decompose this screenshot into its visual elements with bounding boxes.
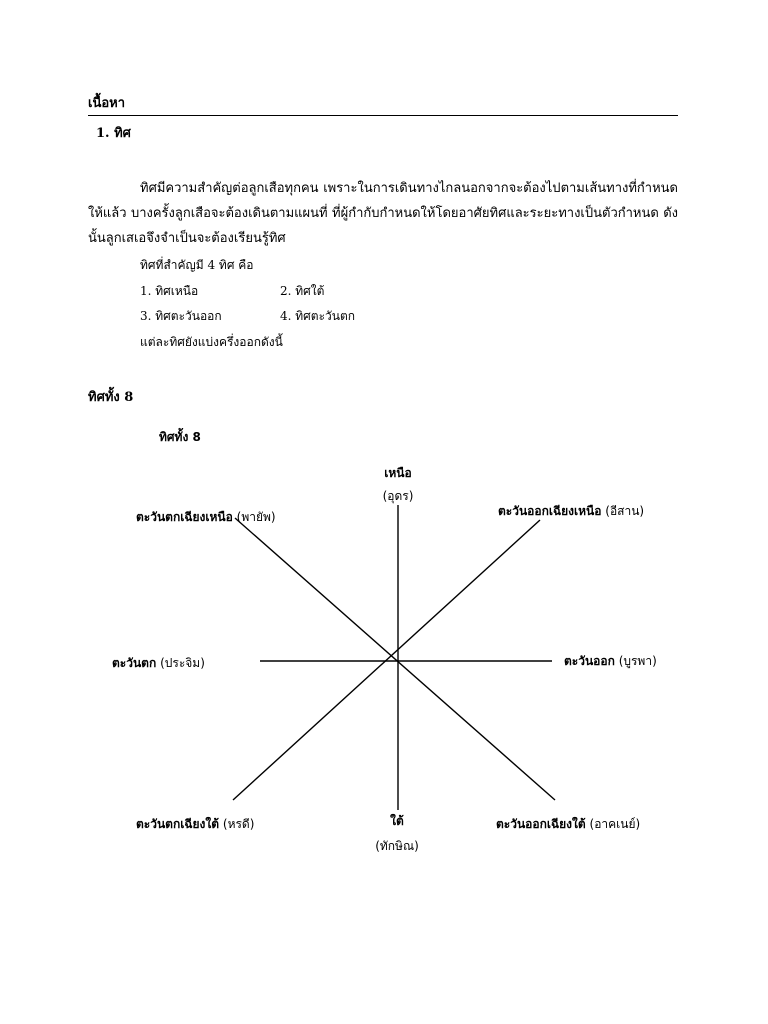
northwest-southeast-line [235,518,555,800]
section-title: เนื้อหา [88,96,126,111]
north-name: เหนือ [384,466,412,480]
label-south [362,812,432,856]
label-east [564,652,657,671]
west-alt: (ประจิม) [160,656,205,670]
four-directions-intro: ทิศที่สำคัญมี 4 ทิศ คือ [140,258,254,272]
northwest-alt: (พายัพ) [236,510,276,524]
north-alt: (อุดร) [382,489,414,503]
intro-paragraph: ทิศมีความสำคัญต่อลูกเสือทุกคน เพราะในการเดินทางไกลนอกจากจะต้องไปตามเส้นทางที่กำหนดให้แล้ว บางครั้งลูกเสือจะต้องเดินตามแผนที่ ที่ผู้กำกับกำหนดให้โดยอาศัยทิศและระยะทางเป็นตัวกำหนด ดังนั้นลูกเสเอจึงจำเป็นจะต้องเรียนรู้ทิศ [88,181,678,246]
label-southwest [136,815,254,834]
label-northeast [498,502,644,521]
south-alt: (ทักษิณ) [375,839,419,853]
compass-diagram [100,420,700,870]
east-alt: (บูรพา) [618,654,657,668]
west-name: ตะวันตก [112,656,157,670]
direction-item-north: 1. ทิศเหนือ [140,284,199,298]
direction-item-west: 4. ทิศตะวันตก [280,309,356,323]
northeast-name: ตะวันออกเฉียงเหนือ [498,504,602,518]
southeast-name: ตะวันออกเฉียงใต้ [496,817,586,831]
direction-item-south: 2. ทิศใต้ [280,284,325,298]
subdivision-note: แต่ละทิศยังแบ่งครึ่งออกดังนี้ [140,335,283,349]
southwest-name: ตะวันตกเฉียงใต้ [136,817,220,831]
direction-item-east: 3. ทิศตะวันออก [140,309,222,323]
label-west [112,654,205,673]
southeast-alt: (อาคเนย์) [589,817,641,831]
label-north [370,464,426,506]
northeast-southwest-line [233,520,540,800]
label-northwest [136,508,276,527]
eight-directions-heading: ทิศทั้ง 8 [88,390,134,405]
subsection-title: 1. ทิศ [96,126,131,141]
east-name: ตะวันออก [564,654,615,668]
section-divider [88,115,678,116]
northeast-alt: (อีสาน) [605,504,645,518]
southwest-alt: (หรดี) [222,817,255,831]
south-name: ใต้ [390,814,404,828]
diagram-title: ทิศทั้ง 8 [159,430,201,444]
northwest-name: ตะวันตกเฉียงเหนือ [136,510,233,524]
label-southeast [496,815,640,834]
